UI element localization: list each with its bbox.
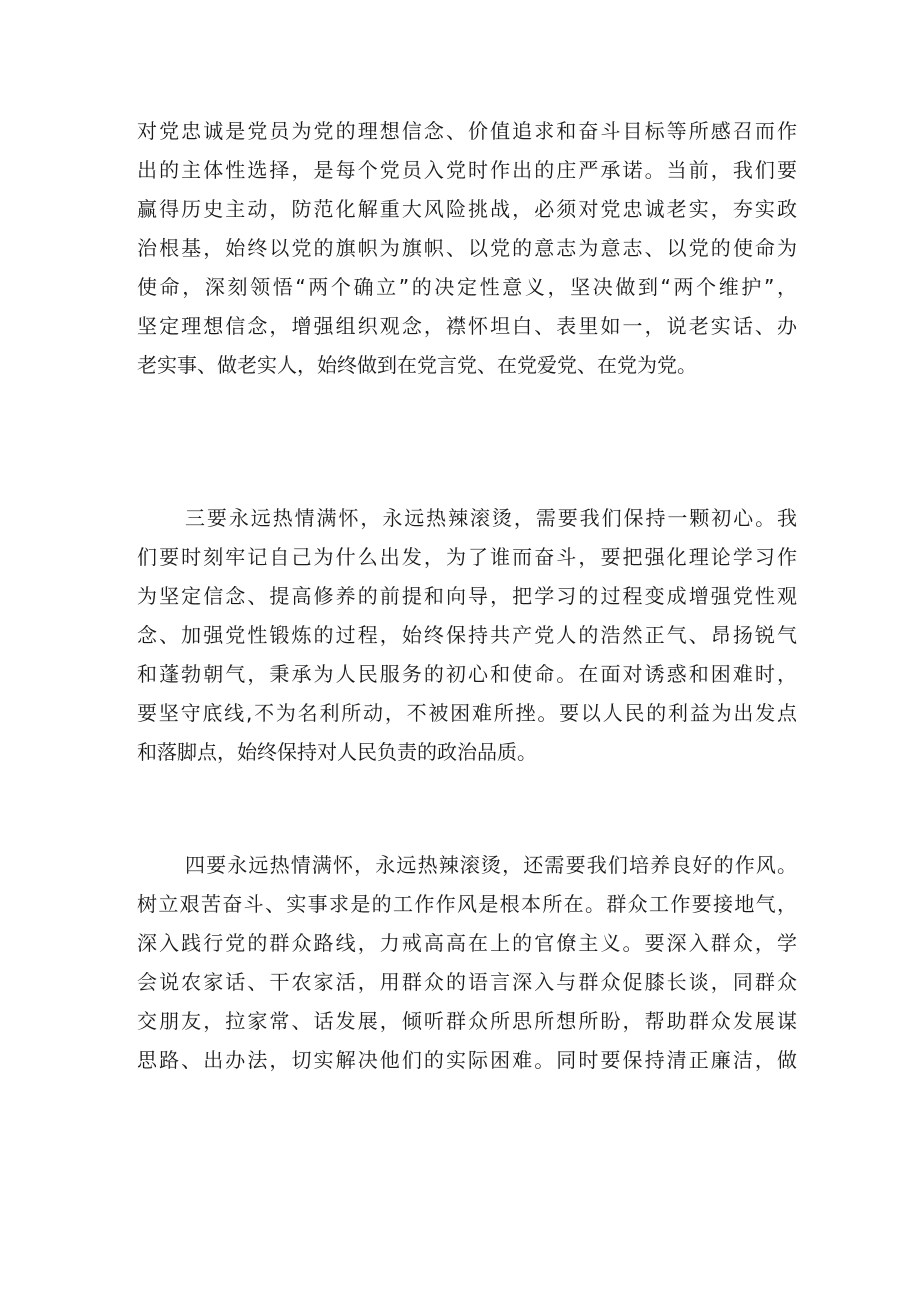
text-line: 对党忠诚是党员为党的理想信念、价值追求和奋斗目标等所感召而作 xyxy=(137,119,797,143)
text-line: 四要永远热情满怀，永远热辣滚烫，还需要我们培养良好的作风。 xyxy=(185,853,797,877)
text-line: 思路、出办法，切实解决他们的实际困难。同时要保持清正廉洁，做 xyxy=(137,1048,797,1072)
text-line: 治根基，始终以党的旗帜为旗帜、以党的意志为意志、以党的使命为 xyxy=(137,236,797,260)
text-line: 老实事、做老实人，始终做到在党言党、在党爱党、在党为党。 xyxy=(137,353,697,377)
text-line: 交朋友，拉家常、话发展，倾听群众所思所想所盼，帮助群众发展谋 xyxy=(137,1009,797,1033)
text-line: 要坚守底线,不为名利所动，不被困难所挫。要以人民的利益为出发点 xyxy=(137,701,797,725)
text-line: 赢得历史主动，防范化解重大风险挑战，必须对党忠诚老实，夯实政 xyxy=(137,197,797,221)
text-line: 深入践行党的群众路线，力戒高高在上的官僚主义。要深入群众，学 xyxy=(137,931,797,955)
text-line: 三要永远热情满怀，永远热辣滚烫，需要我们保持一颗初心。我 xyxy=(185,506,797,530)
paragraph-work-style xyxy=(137,846,797,1080)
paragraph-loyalty xyxy=(137,112,797,385)
paragraph-original-aspiration xyxy=(137,499,797,772)
text-line: 为坚定信念、提高修养的前提和向导，把学习的过程变成增强党性观 xyxy=(137,584,797,608)
text-line: 和蓬勃朝气，秉承为人民服务的初心和使命。在面对诱惑和困难时， xyxy=(137,662,797,686)
text-line: 树立艰苦奋斗、实事求是的工作作风是根本所在。群众工作要接地气， xyxy=(137,892,797,916)
text-line: 和落脚点，始终保持对人民负责的政治品质。 xyxy=(137,740,537,764)
text-line: 会说农家话、干农家活，用群众的语言深入与群众促膝长谈，同群众 xyxy=(137,970,797,994)
text-line: 出的主体性选择，是每个党员入党时作出的庄严承诺。当前，我们要 xyxy=(137,158,797,182)
text-line: 坚定理想信念，增强组织观念，襟怀坦白、表里如一，说老实话、办 xyxy=(137,314,797,338)
text-line: 念、加强党性锻炼的过程，始终保持共产党人的浩然正气、昂扬锐气 xyxy=(137,623,797,647)
text-line: 使命，深刻领悟“两个确立”的决定性意义，坚决做到“两个维护”， xyxy=(137,275,797,299)
text-line: 们要时刻牢记自己为什么出发，为了谁而奋斗，要把强化理论学习作 xyxy=(137,545,797,569)
